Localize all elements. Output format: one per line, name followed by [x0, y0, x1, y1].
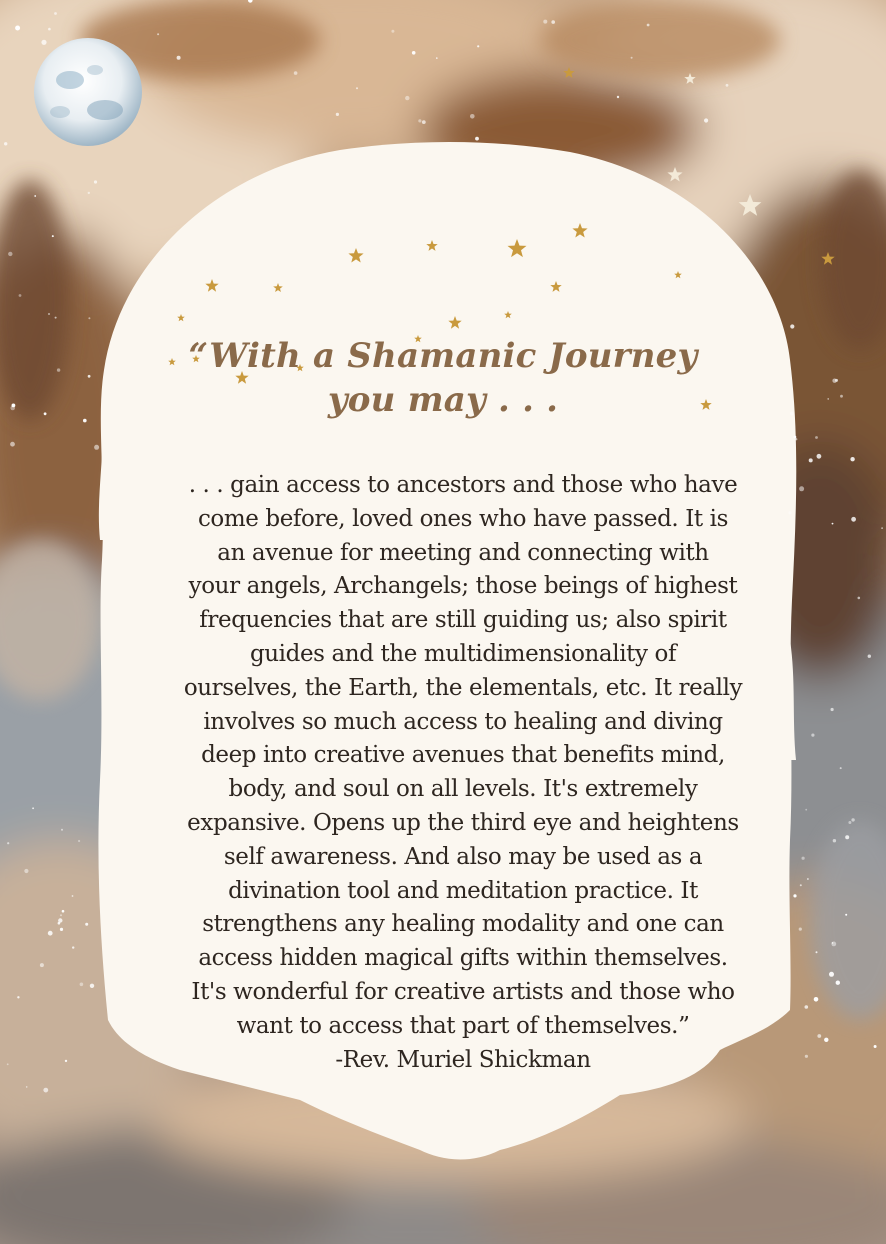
star-dot	[851, 517, 856, 522]
star-dot	[60, 914, 62, 916]
star-dot	[44, 412, 47, 415]
star-dot	[840, 767, 842, 769]
star-dot	[790, 412, 794, 416]
star-dot	[831, 708, 834, 711]
quote-line: an avenue for meeting and connecting with	[217, 539, 709, 566]
star-dot	[26, 1086, 28, 1088]
star-dot	[10, 442, 15, 447]
quote-line: guides and the multidimensionality of	[249, 640, 677, 667]
quote-attribution: -Rev. Muriel Shickman	[335, 1046, 591, 1073]
star-dot	[617, 96, 619, 98]
star-dot	[418, 119, 421, 122]
star-dot	[94, 445, 99, 450]
quote-line: . . . gain access to ancestors and those who have	[188, 472, 738, 498]
star-dot	[80, 983, 84, 987]
quote-line: self awareness. And also may be used as a	[223, 843, 703, 870]
star-dot	[790, 324, 794, 328]
star-dot	[827, 398, 829, 400]
star-dot	[32, 807, 34, 809]
page-title	[110, 334, 776, 422]
star-dot	[72, 946, 74, 948]
quote-line: want to access that part of themselves.”	[236, 1012, 690, 1039]
star-dot	[840, 395, 843, 398]
star-dot	[356, 87, 358, 89]
star-dot	[88, 192, 90, 194]
star-dot	[4, 142, 7, 145]
star-dot	[832, 523, 834, 525]
star-dot	[848, 821, 851, 824]
star-dot	[802, 857, 805, 860]
star-dot	[726, 84, 729, 87]
quote-line: come before, loved ones who have passed. It is	[197, 505, 729, 532]
star-dot	[94, 180, 97, 183]
star-dot	[15, 26, 20, 31]
star-dot	[422, 120, 426, 124]
star-dot	[17, 996, 19, 998]
star-dot	[858, 597, 861, 600]
quote-line: frequencies that are still guiding us; also spirit	[199, 607, 727, 634]
star-dot	[43, 1088, 48, 1093]
star-dot	[832, 942, 834, 944]
star-dot	[78, 840, 80, 842]
star-dot	[881, 527, 883, 529]
star-dot	[55, 317, 57, 319]
star-dot	[60, 928, 63, 931]
star-dot	[7, 1063, 9, 1065]
star-dot	[829, 972, 834, 977]
title-line-2: you may . . .	[327, 380, 559, 420]
quote-line: involves so much access to healing and diving	[203, 708, 723, 735]
quote-line: ourselves, the Earth, the elementals, etc. It really	[183, 674, 743, 701]
star-dot	[794, 436, 797, 439]
quote-line: divination tool and meditation practice. It	[228, 877, 698, 904]
star-dot	[57, 368, 60, 371]
star-dot	[815, 436, 818, 439]
star-dot	[551, 20, 555, 24]
star-dot	[19, 294, 22, 297]
quote-line: body, and soul on all levels. It's extremely	[228, 776, 698, 803]
quote-line: expansive. Opens up the third eye and heightens	[187, 809, 739, 836]
star-dot	[62, 910, 65, 913]
star-dot	[72, 895, 74, 897]
star-dot	[61, 829, 63, 831]
star-dot	[83, 419, 87, 423]
star-dot	[7, 842, 9, 844]
star-dot	[88, 317, 90, 319]
star-dot	[477, 45, 479, 47]
star-dot	[54, 12, 57, 15]
star-dot	[157, 33, 159, 35]
star-dot	[824, 1038, 828, 1042]
star-dot	[805, 809, 807, 811]
quote-line: your angels, Archangels; those beings of highest	[188, 573, 738, 600]
star-dot	[294, 71, 298, 75]
moon-icon	[34, 38, 142, 146]
star-dot	[52, 235, 54, 237]
star-dot	[405, 96, 409, 100]
star-dot	[90, 984, 94, 988]
star-dot	[48, 28, 51, 31]
star-dot	[391, 30, 394, 33]
star-dot	[800, 884, 802, 886]
star-dot	[845, 835, 849, 839]
star-dot	[88, 375, 91, 378]
quote-body	[126, 469, 800, 1077]
star-dot	[34, 195, 36, 197]
star-dot	[817, 1034, 821, 1038]
quote-line: access hidden magical gifts within themselves.	[198, 945, 728, 972]
star-dot	[811, 734, 814, 737]
star-dot	[851, 818, 854, 821]
star-dot	[814, 997, 819, 1002]
star-dot	[412, 51, 416, 55]
star-dot	[817, 454, 822, 459]
star-dot	[177, 56, 181, 60]
star-dot	[795, 438, 797, 440]
star-dot	[874, 1045, 877, 1048]
star-dot	[12, 404, 16, 408]
star-dot	[48, 931, 53, 936]
star-dot	[805, 1055, 808, 1058]
star-dot	[833, 839, 836, 842]
star-dot	[470, 114, 475, 119]
star-dot	[836, 981, 840, 985]
star-dot	[845, 914, 847, 916]
quote-line: strengthens any healing modality and one can	[202, 911, 724, 938]
star-dot	[40, 963, 44, 967]
star-dot	[336, 113, 339, 116]
star-dot	[816, 951, 818, 953]
star-dot	[868, 655, 871, 658]
star-dot	[832, 379, 836, 383]
star-dot	[807, 878, 809, 880]
star-dot	[704, 118, 708, 122]
title-line-1: “With a Shamanic Journey	[188, 336, 698, 376]
star-dot	[543, 20, 547, 24]
star-dot	[436, 57, 438, 59]
star-dot	[809, 458, 813, 462]
star-dot	[58, 918, 62, 922]
star-dot	[647, 24, 650, 27]
star-dot	[85, 923, 88, 926]
star-dot	[8, 252, 12, 256]
star-dot	[805, 1005, 809, 1009]
star-dot	[475, 137, 479, 141]
star-dot	[48, 313, 50, 315]
quote-line: It's wonderful for creative artists and those who	[191, 978, 735, 1005]
star-dot	[631, 57, 633, 59]
quote-line: deep into creative avenues that benefits mind,	[201, 742, 725, 769]
star-dot	[24, 869, 28, 873]
star-dot	[41, 40, 46, 45]
star-dot	[65, 1060, 67, 1062]
star-dot	[850, 457, 854, 461]
